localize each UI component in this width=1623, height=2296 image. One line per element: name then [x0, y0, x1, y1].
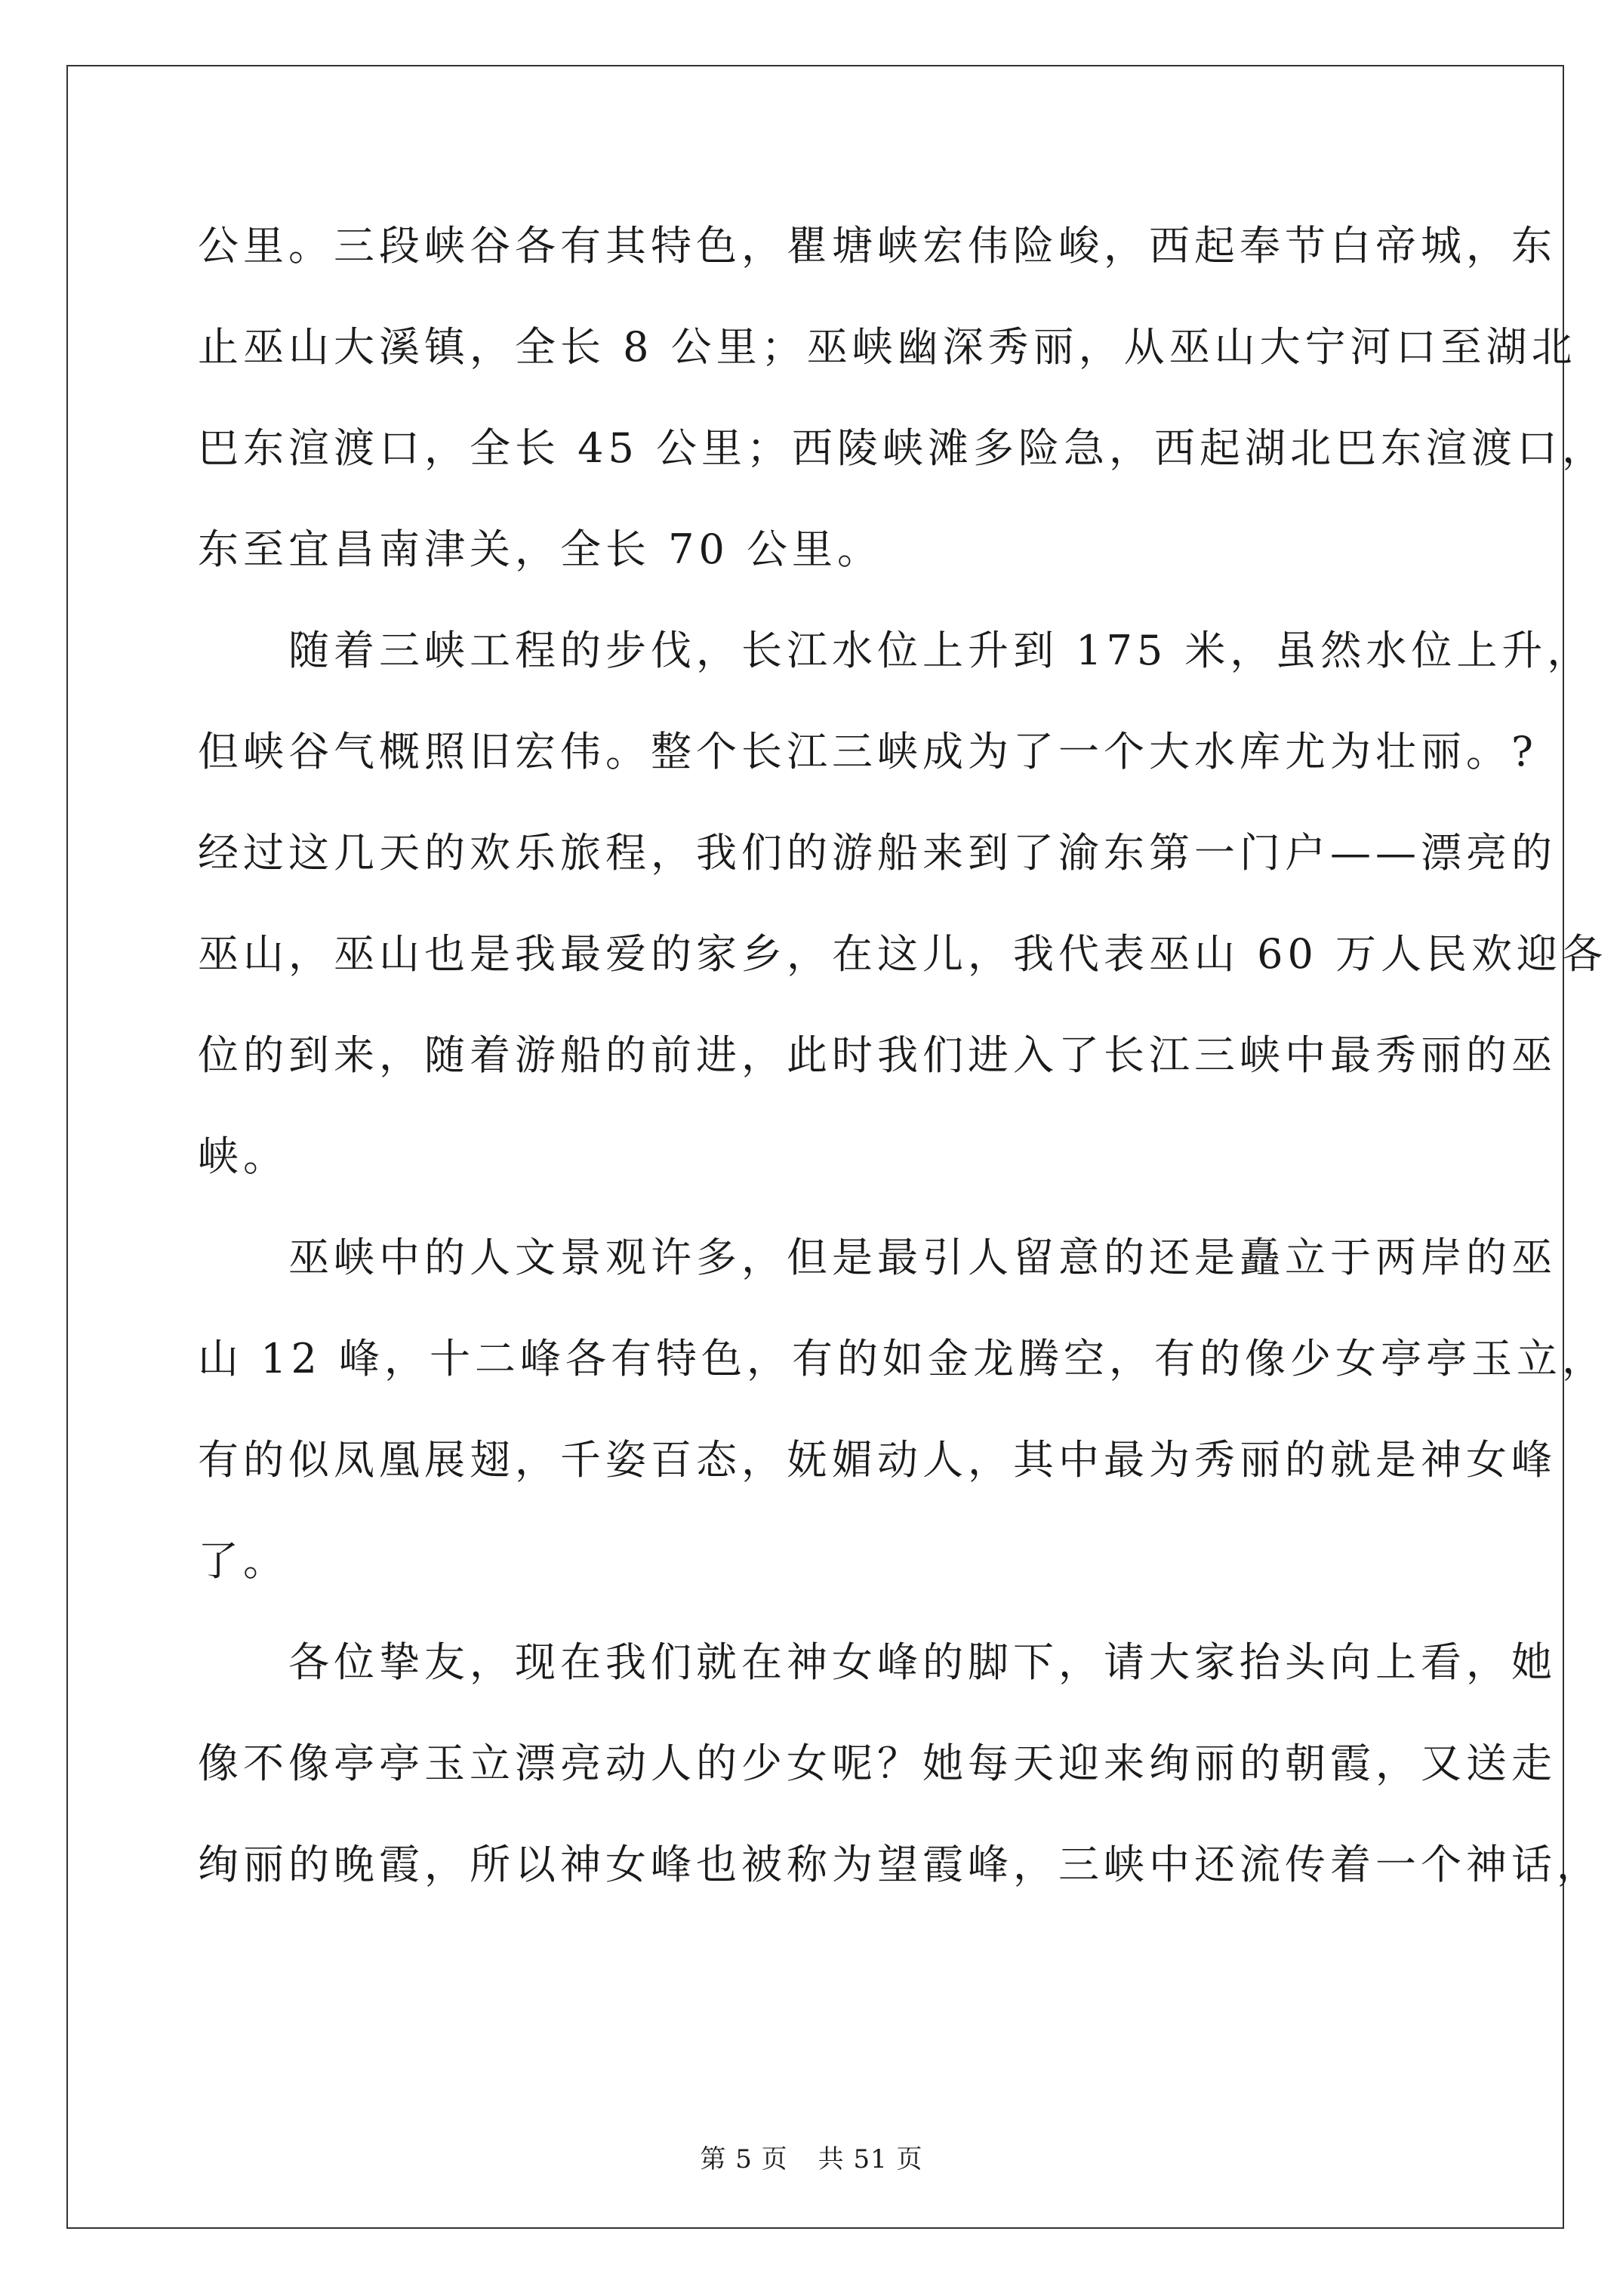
text-line: 了。 — [198, 1537, 288, 1585]
text-line: 随着三峡工程的步伐，长江水位上升到 175 米，虽然水位上升， — [198, 627, 1593, 674]
text-line: 经过这几天的欢乐旅程，我们的游船来到了渝东第一门户——漂亮的 — [198, 829, 1557, 877]
page-total: 共 51 页 — [818, 2144, 923, 2174]
text-line: 公里。三段峡谷各有其特色，瞿塘峡宏伟险峻，西起奉节白帝城，东 — [198, 222, 1557, 270]
page-footer — [0, 2144, 1623, 2174]
text-line: 有的似凤凰展翅，千姿百态，妩媚动人，其中最为秀丽的就是神女峰 — [198, 1436, 1557, 1484]
text-line: 巫山，巫山也是我最爱的家乡，在这儿，我代表巫山 60 万人民欢迎各 — [198, 930, 1608, 978]
text-line: 但峡谷气概照旧宏伟。整个长江三峡成为了一个大水库尤为壮丽。? — [198, 728, 1538, 775]
text-line: 峡。 — [198, 1133, 288, 1180]
text-line: 山 12 峰，十二峰各有特色，有的如金龙腾空，有的像少女亭亭玉立， — [198, 1335, 1608, 1382]
body-text — [198, 216, 1608, 1936]
text-line: 巫峡中的人文景观许多，但是最引人留意的还是矗立于两岸的巫 — [198, 1234, 1557, 1281]
text-line: 各位挚友，现在我们就在神女峰的脚下，请大家抬头向上看，她 — [198, 1638, 1557, 1686]
text-line: 位的到来，随着游船的前进，此时我们进入了长江三峡中最秀丽的巫 — [198, 1031, 1557, 1079]
text-line: 东至宜昌南津关，全长 70 公里。 — [198, 525, 883, 573]
page-number: 第 5 页 — [700, 2144, 788, 2174]
text-line: 绚丽的晚霞，所以神女峰也被称为望霞峰，三峡中还流传着一个神话， — [198, 1841, 1602, 1888]
text-line: 巴东渲渡口，全长 45 公里；西陵峡滩多险急，西起湖北巴东渲渡口， — [198, 424, 1608, 472]
text-line: 止巫山大溪镇，全长 8 公里；巫峡幽深秀丽，从巫山大宁河口至湖北 — [198, 323, 1577, 371]
text-line: 像不像亭亭玉立漂亮动人的少女呢？她每天迎来绚丽的朝霞，又送走 — [198, 1740, 1557, 1787]
